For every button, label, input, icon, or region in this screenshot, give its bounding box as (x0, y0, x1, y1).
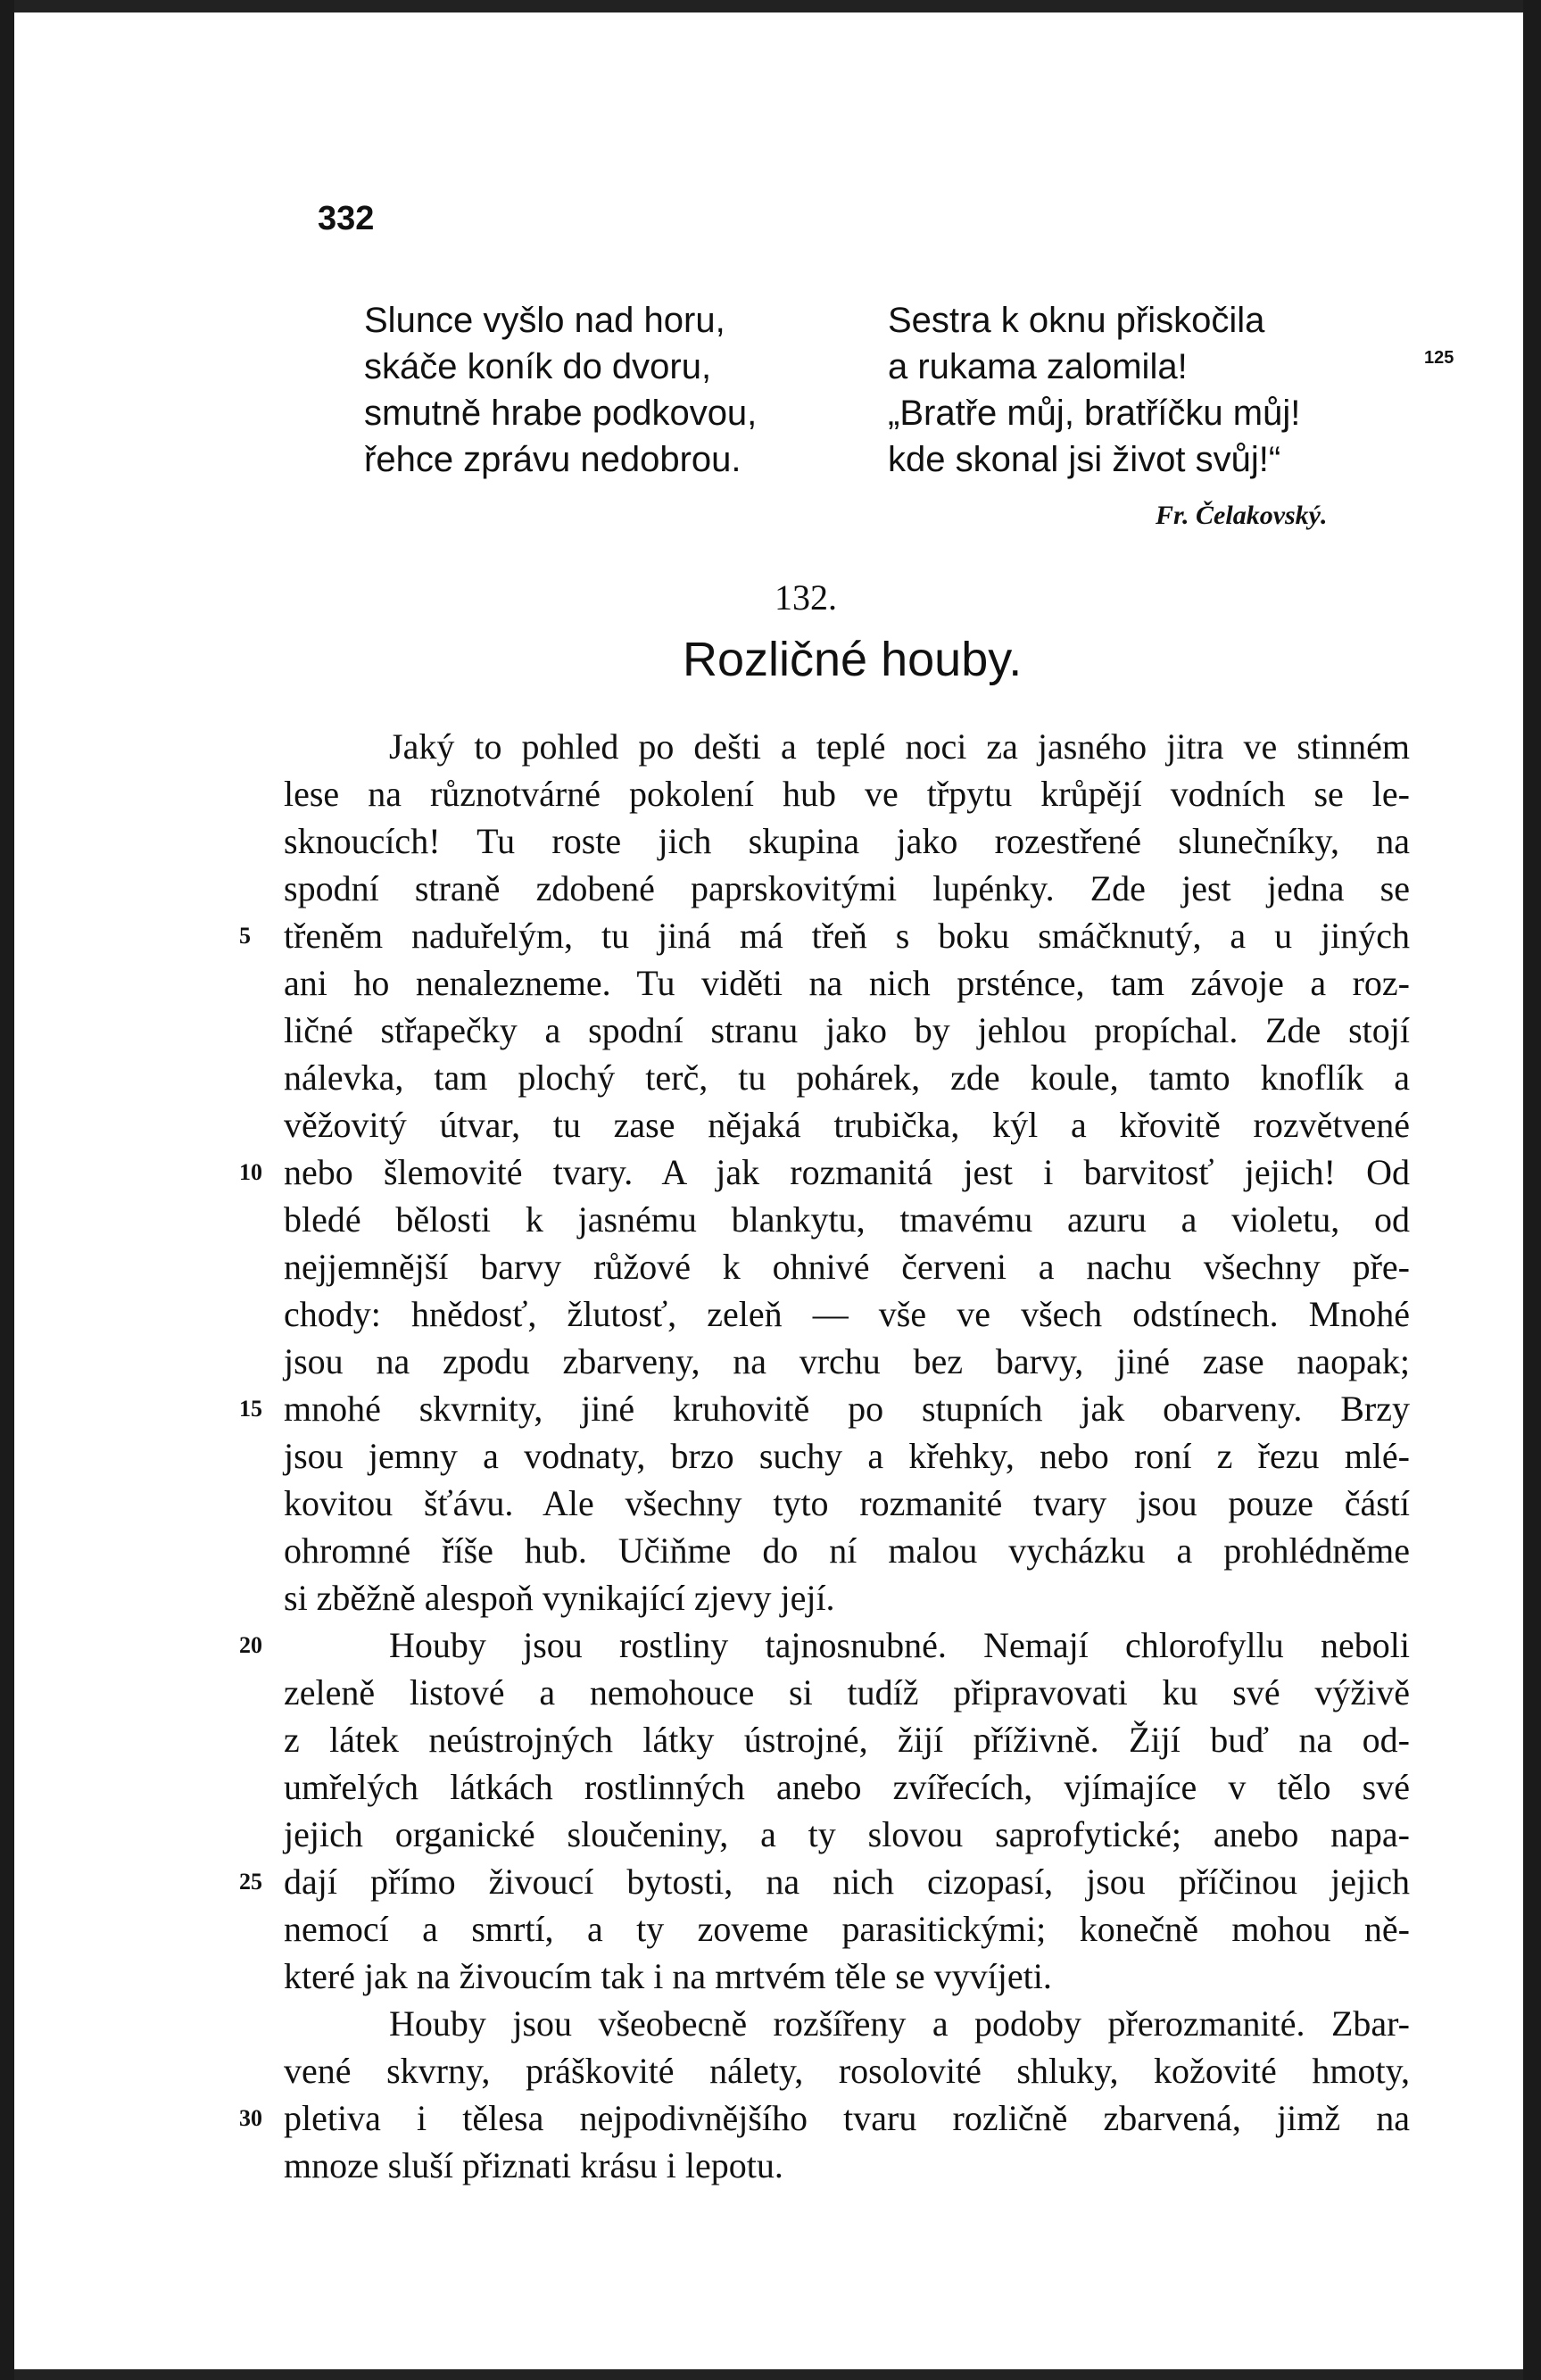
text-line: pletiva i tělesa nejpodivnějšího tvaru rozličně zbarvená, jimž na (284, 2098, 1410, 2138)
text-line: zeleně listové a nemohouce si tudíž připravovati ku své výživě (284, 1672, 1410, 1712)
poem-line: kde skonal jsi život svůj!“ (888, 440, 1281, 479)
text-line: nálevka, tam plochý terč, tu pohárek, zde koule, tamto knoflík a (284, 1057, 1410, 1098)
poem-line: smutně hrabe podkovou, (364, 394, 758, 433)
text-line: lese na různotvárné pokolení hub ve třpytu krůpějí vodních se le- (284, 774, 1410, 814)
text-line: mnohé skvrnity, jiné kruhovitě po stupních jak obarveny. Brzy (284, 1389, 1410, 1429)
verse-number: 125 (1424, 348, 1454, 368)
text-line: kovitou šťávu. Ale všechny tyto rozmanité tvary jsou pouze částí (284, 1483, 1410, 1523)
line-number: 10 (239, 1159, 262, 1185)
text-line: ohromné říše hub. Učiňme do ní malou vycházku a prohlédněme (284, 1530, 1410, 1571)
text-line: jejich organické sloučeniny, a ty slovou saprofytické; anebo napa- (284, 1814, 1410, 1854)
text-line: bledé bělosti k jasnému blankytu, tmavému azuru a violetu, od (284, 1199, 1410, 1240)
text-line: dají přímo živoucí bytosti, na nich cizopasí, jsou příčinou jejich (284, 1862, 1410, 1902)
poem-stanza-left (364, 297, 757, 483)
text-line: vené skvrny, práškovité nálety, rosolovité shluky, kožovité hmoty, (284, 2051, 1410, 2091)
line-number: 5 (239, 923, 251, 949)
line-number: 30 (239, 2105, 262, 2131)
scan-border-left (0, 0, 14, 2380)
poem-line: Slunce vyšlo nad horu, (364, 301, 725, 340)
text-line: ličné střapečky a spodní stranu jako by jehlou propíchal. Zde stojí (284, 1010, 1410, 1050)
text-line: Houby jsou rostliny tajnosnubné. Nemají chlorofyllu neboli (389, 1625, 1410, 1665)
text-line: si zběžně alespoň vynikající zjevy její. (284, 1578, 835, 1618)
text-line: Jaký to pohled po dešti a teplé noci za jasného jitra ve stinném (389, 726, 1410, 767)
text-line: Houby jsou všeobecně rozšířeny a podoby přerozmanité. Zbar- (389, 2003, 1410, 2044)
text-line: sknoucích! Tu roste jich skupina jako rozestřené slunečníky, na (284, 821, 1410, 861)
text-line: ani ho nenalezneme. Tu viděti na nich prsténce, tam závoje a roz- (284, 963, 1410, 1003)
text-line: třeněm naduřelým, tu jiná má třeň s boku smáčknutý, a u jiných (284, 916, 1410, 956)
scan-border-bottom (0, 2369, 1541, 2380)
text-line: spodní straně zdobené paprskovitými lupénky. Zde jest jedna se (284, 868, 1410, 908)
poem-line: „Bratře můj, bratříčku můj! (888, 394, 1301, 433)
scan-border-top (0, 0, 1541, 12)
line-number: 20 (239, 1632, 262, 1658)
section-number: 132. (775, 577, 837, 618)
section-title: Rozličné houby. (683, 633, 1023, 686)
text-line: nemocí a smrtí, a ty zoveme parasitickými; konečně mohou ně- (284, 1909, 1410, 1949)
text-line: umřelých látkách rostlinných anebo zvířecích, vjímajíce v tělo své (284, 1767, 1410, 1807)
poem-author: Fr. Čelakovský. (1156, 501, 1328, 530)
poem-line: Sestra k oknu přiskočila (888, 301, 1265, 340)
text-line: nejjemnější barvy růžové k ohnivé červeni a nachu všechny pře- (284, 1247, 1410, 1287)
text-line: z látek neústrojných látky ústrojné, žijí příživně. Žijí buď na od- (284, 1720, 1410, 1760)
text-line: mnoze sluší přiznati krásu i lepotu. (284, 2145, 783, 2185)
line-number: 25 (239, 1869, 262, 1895)
text-line: jsou jemny a vodnaty, brzo suchy a křehky, nebo roní z řezu mlé- (284, 1436, 1410, 1476)
text-line: chody: hnědosť, žlutosť, zeleň — vše ve všech odstínech. Mnohé (284, 1294, 1410, 1334)
scan-border-right (1523, 0, 1541, 2380)
line-number: 15 (239, 1396, 262, 1422)
body-text (284, 723, 1410, 2189)
text-line: nebo šlemovité tvary. A jak rozmanitá jest i barvitosť jejich! Od (284, 1152, 1410, 1192)
poem-line: a rukama zalomila! (888, 347, 1188, 386)
text-line: jsou na zpodu zbarveny, na vrchu bez barvy, jiné zase naopak; (284, 1341, 1410, 1381)
text-line: věžovitý útvar, tu zase nějaká trubička, kýl a křovitě rozvětvené (284, 1105, 1410, 1145)
page-number: 332 (318, 200, 375, 237)
poem-line: skáče koník do dvoru, (364, 347, 712, 386)
poem-stanza-right (888, 297, 1300, 483)
text-line: které jak na živoucím tak i na mrtvém těle se vyvíjeti. (284, 1956, 1052, 1996)
poem-line: řehce zprávu nedobrou. (364, 440, 742, 479)
